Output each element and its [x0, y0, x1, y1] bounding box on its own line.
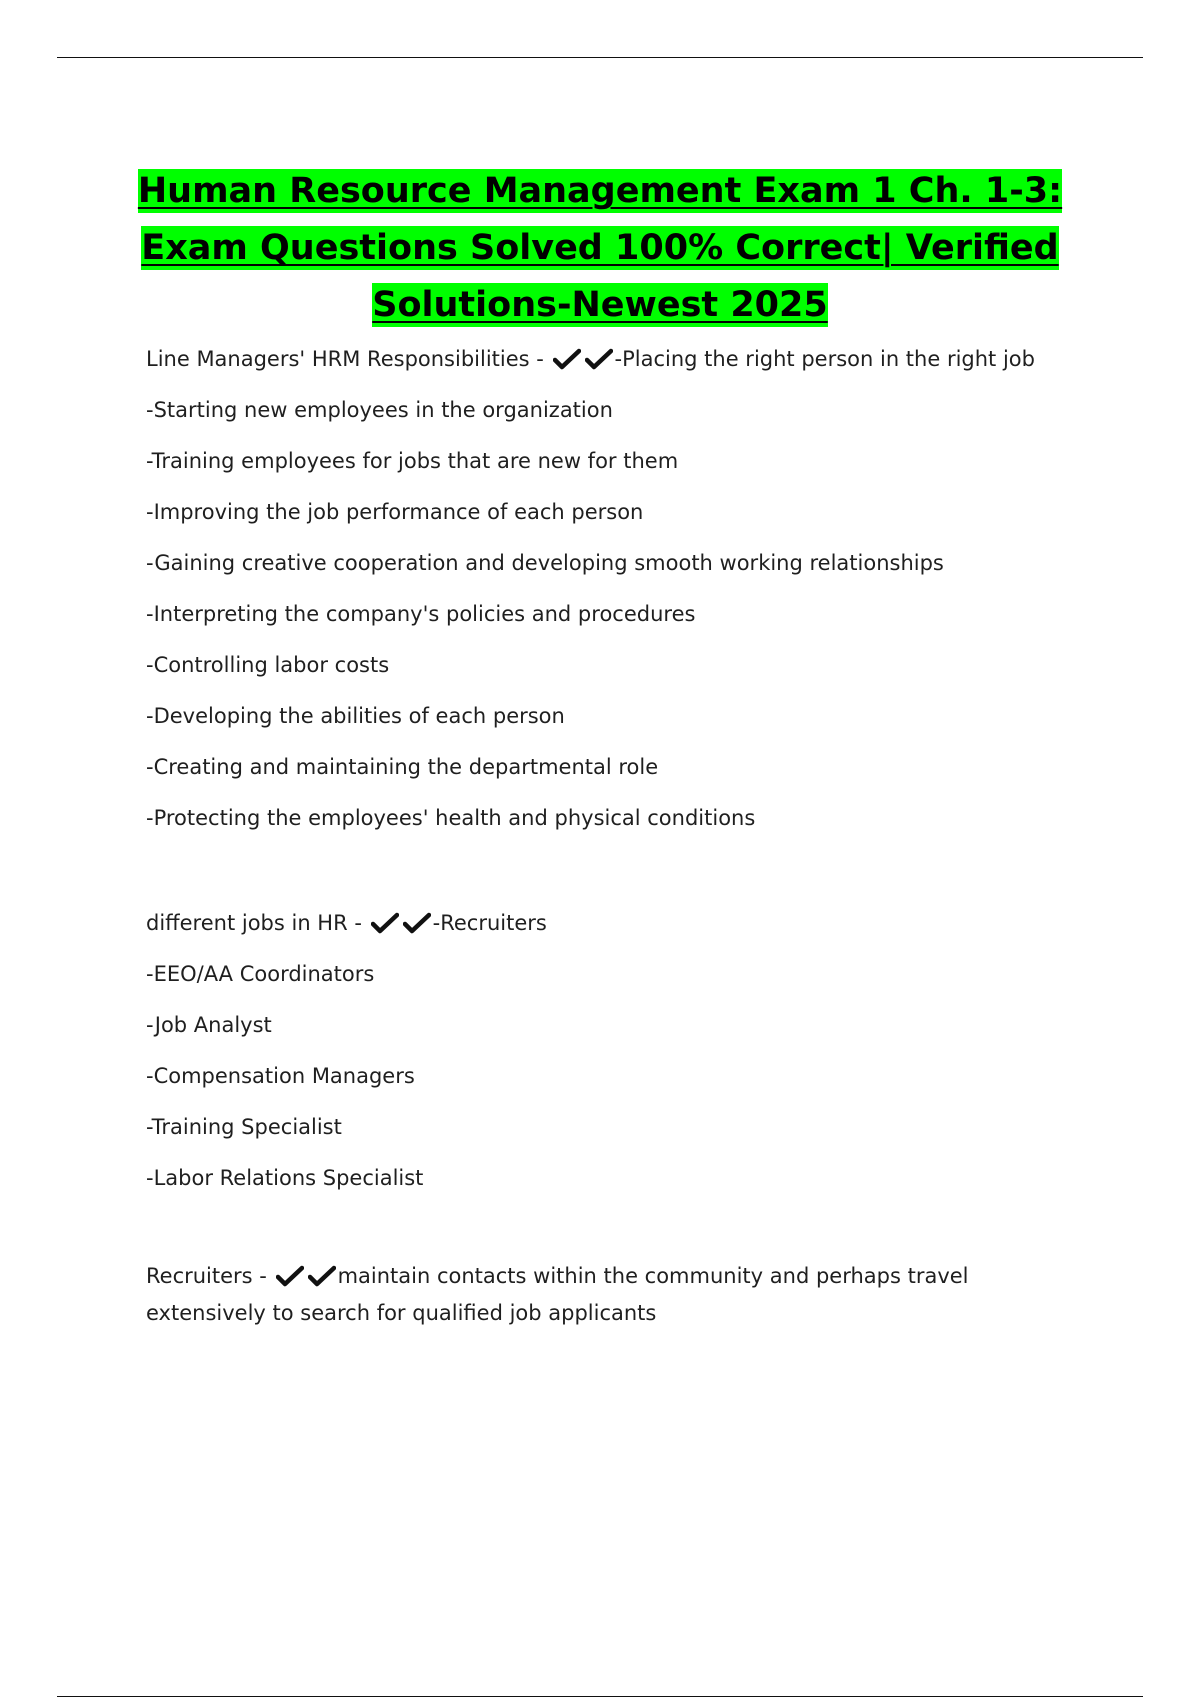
answer-line: -Gaining creative cooperation and developing smooth working relationships [146, 551, 944, 575]
answer-line: -Compensation Managers [146, 1064, 415, 1088]
answer-line: -Starting new employees in the organization [146, 398, 613, 422]
check-icon [553, 348, 581, 370]
top-rule [57, 57, 1143, 58]
question-text: Line Managers' HRM Responsibilities - [146, 347, 551, 371]
qa-item [146, 334, 1066, 844]
qa-item [146, 1258, 1066, 1332]
document-body [146, 334, 1066, 1332]
question-text: different jobs in HR - [146, 911, 369, 935]
answer-line: -Training Specialist [146, 1115, 342, 1139]
answer-line: -Creating and maintaining the departmental role [146, 755, 659, 779]
check-icon [371, 912, 399, 934]
answer-line: -Protecting the employees' health and physical conditions [146, 806, 756, 830]
qa-item [146, 898, 1066, 1204]
title-line-2: Exam Questions Solved 100% Correct| Verified [141, 228, 1059, 269]
answer-line: -Developing the abilities of each person [146, 704, 565, 728]
qa-question-line [146, 1258, 1066, 1332]
answer-line: -Job Analyst [146, 1013, 272, 1037]
answer-line: -Controlling labor costs [146, 653, 390, 677]
answer-line: -Labor Relations Specialist [146, 1166, 424, 1190]
check-icon [308, 1265, 336, 1287]
qa-question-line [146, 898, 1066, 949]
check-icon [403, 912, 431, 934]
question-text: Recruiters - [146, 1264, 274, 1288]
answer-line: -Improving the job performance of each person [146, 500, 644, 524]
answer-line: -Training employees for jobs that are new for them [146, 449, 679, 473]
answer-text: -Placing the right person in the right job [614, 347, 1035, 371]
title-line-1: Human Resource Management Exam 1 Ch. 1-3: [137, 171, 1063, 212]
answer-text: maintain contacts within the community and perhaps travel extensively to search for qualified job applicants [146, 1264, 969, 1325]
section-gap [146, 1204, 1066, 1258]
check-icon [276, 1265, 304, 1287]
answer-line: -Interpreting the company's policies and procedures [146, 602, 696, 626]
qa-question-line [146, 334, 1066, 385]
document-title [100, 163, 1100, 334]
answer-text: -Recruiters [432, 911, 547, 935]
answer-line: -EEO/AA Coordinators [146, 962, 375, 986]
bottom-rule [57, 1696, 1143, 1697]
check-icon [585, 348, 613, 370]
section-gap [146, 844, 1066, 898]
title-line-3: Solutions-Newest 2025 [372, 285, 828, 326]
